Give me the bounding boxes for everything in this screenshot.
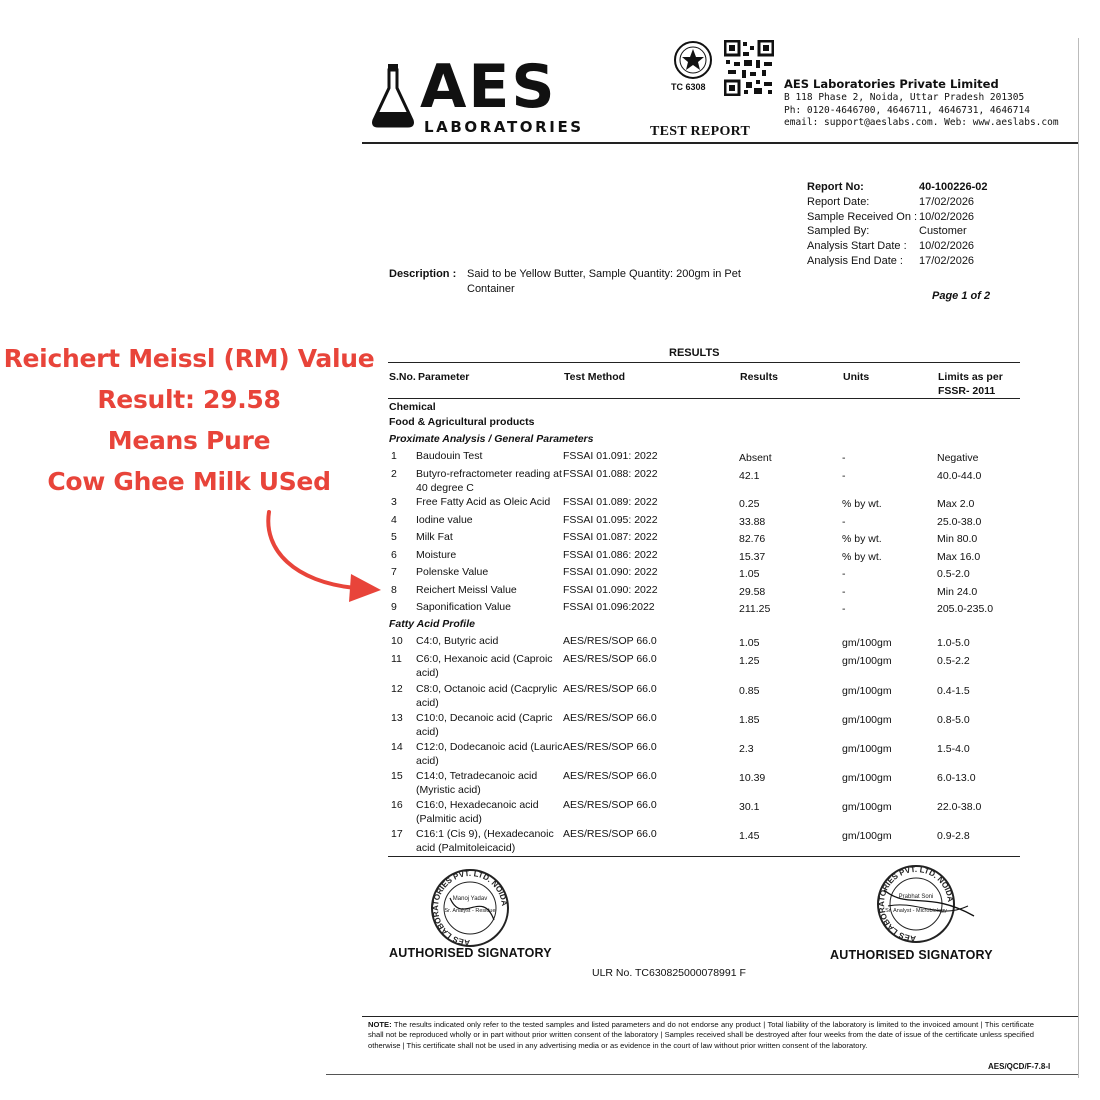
info-value: 17/02/2026 [919,254,975,267]
row-parameter: Milk Fat [416,531,453,543]
report-info-row [807,195,997,210]
stamp-ring-text: AES LABORATORIES PVT. LTD. NOIDA [431,868,510,948]
row-method: FSSAI 01.096:2022 [563,601,655,613]
row-result: 1.25 [739,655,760,667]
page-edge [1078,38,1079,1078]
report-info-row [807,224,997,239]
bottom-rule [326,1074,1078,1075]
row-method: AES/RES/SOP 66.0 [563,635,657,647]
category: Chemical [389,401,436,413]
document-title: TEST REPORT [650,124,751,139]
col-sno: S.No. [389,371,416,383]
row-parameter: C16:1 (Cis 9), (Hexadecanoic acid (Palmitoleicacid) [416,828,554,854]
row-limit: 40.0-44.0 [937,470,982,482]
info-value: 17/02/2026 [919,195,975,208]
row-limit: 22.0-38.0 [937,801,982,813]
authorised-signatory-left: AUTHORISED SIGNATORY [389,946,552,960]
company-address: B 118 Phase 2, Noida, Uttar Pradesh 201305 [784,92,1025,103]
row-result: 10.39 [739,772,766,784]
results-title: RESULTS [669,347,720,359]
annotation-line: Result: 29.58 [97,385,281,414]
report-info-row [807,239,997,254]
row-parameter: Baudouin Test [416,450,483,462]
row-limit: 6.0-13.0 [937,772,976,784]
company-name: AES Laboratories Private Limited [784,77,999,91]
row-sno: 1 [391,450,397,462]
row-limit: 0.5-2.2 [937,655,970,667]
report-info-row [807,180,997,195]
annotation-line: Reichert Meissl (RM) Value [3,344,375,373]
row-sno: 3 [391,496,397,508]
row-sno: 6 [391,549,397,561]
row-limit: 1.5-4.0 [937,743,970,755]
note-text: The results indicated only refer to the tested samples and listed parameters and do not endorse any product | Total liability of the laboratory is limited to the invoiced amount | This certificate shall not be reproduced wholly or in part without prior written consent of the laboratory | Samples received shall be destroyed after four weeks from the date of issue of the certificate unless specified otherwise | This certificate shall not be used in any advertising media or as evidence in the court of law without prior written consent of the laboratory. [368,1020,1034,1050]
report-info [807,180,997,269]
row-method: AES/RES/SOP 66.0 [563,712,657,724]
company-block [784,76,1059,130]
company-phone: Ph: 0120-4646700, 4646711, 4646731, 4646714 [784,104,1030,116]
stamp-role: Sr. Analyst - Microbiology [885,908,947,914]
row-unit: gm/100gm [842,685,892,697]
row-method: AES/RES/SOP 66.0 [563,828,657,840]
table-rule [388,398,1020,399]
row-sno: 9 [391,601,397,613]
row-method: FSSAI 01.088: 2022 [563,468,658,480]
form-code: AES/QCD/F-7.8-I [988,1062,1051,1071]
row-unit: - [842,470,846,482]
row-parameter: Reichert Meissl Value [416,584,517,596]
row-limit: 0.4-1.5 [937,685,970,697]
description-label: Description : [389,268,457,280]
row-result: 30.1 [739,801,760,813]
row-method: AES/RES/SOP 66.0 [563,741,657,753]
row-result: 82.76 [739,533,766,545]
row-limit: 25.0-38.0 [937,516,982,528]
row-unit: - [842,452,846,464]
row-unit: gm/100gm [842,655,892,667]
row-method: FSSAI 01.090: 2022 [563,566,658,578]
row-method: AES/RES/SOP 66.0 [563,683,657,695]
row-result: 211.25 [739,603,771,615]
note-label: NOTE: [368,1020,392,1029]
info-label: Analysis End Date : [807,254,903,267]
row-unit: gm/100gm [842,772,892,784]
row-parameter: C10:0, Decanoic acid (Capric acid) [416,712,553,738]
row-result: 2.3 [739,743,754,755]
info-value: 10/02/2026 [919,210,975,223]
lab-stamp-left [422,868,518,952]
ulr-number: ULR No. TC630825000078991 F [592,967,746,979]
logo-subtext: LABORATORIES [424,118,584,136]
row-unit: % by wt. [842,533,882,545]
row-method: FSSAI 01.087: 2022 [563,531,658,543]
row-method: AES/RES/SOP 66.0 [563,653,657,665]
row-sno: 17 [391,828,403,840]
row-result: Absent [739,452,772,464]
row-limit: 1.0-5.0 [937,637,970,649]
info-value: 40-100226-02 [919,181,988,193]
report-info-row [807,210,997,225]
header-divider [362,142,1078,144]
row-parameter: Butyro-refractometer reading at 40 degree C [416,468,562,494]
tc-code: TC 6308 [671,82,706,92]
row-method: FSSAI 01.095: 2022 [563,514,658,526]
row-method: FSSAI 01.091: 2022 [563,450,658,462]
row-parameter: C4:0, Butyric acid [416,635,499,647]
row-unit: - [842,516,846,528]
row-limit: 205.0-235.0 [937,603,994,615]
stamp-name: Manoj Yadav [452,896,488,902]
col-parameter: Parameter [418,371,470,383]
description [389,267,757,297]
aes-logo [370,52,584,136]
table-end-rule [388,856,1020,857]
row-parameter: C6:0, Hexanoic acid (Caproic acid) [416,653,553,679]
row-result: 0.25 [739,498,760,510]
row-method: AES/RES/SOP 66.0 [563,799,657,811]
row-method: FSSAI 01.089: 2022 [563,496,658,508]
row-sno: 4 [391,514,397,526]
flask-icon [370,62,416,128]
row-method: AES/RES/SOP 66.0 [563,770,657,782]
row-unit: gm/100gm [842,801,892,813]
info-value: 10/02/2026 [919,240,975,253]
row-result: 15.37 [739,551,766,563]
row-sno: 15 [391,770,403,782]
row-limit: 0.9-2.8 [937,830,970,842]
row-result: 1.85 [739,714,760,726]
test-report-document [326,38,1078,1078]
info-value: Customer [919,225,967,238]
row-sno: 14 [391,741,403,753]
row-parameter: C8:0, Octanoic acid (Cacprylic acid) [416,683,558,709]
info-label: Analysis Start Date : [807,240,907,253]
row-method: FSSAI 01.090: 2022 [563,584,658,596]
row-unit: - [842,586,846,598]
section-heading: Fatty Acid Profile [389,618,475,630]
row-limit: Min 80.0 [937,533,978,545]
stamp-ring-text: AES LABORATORIES PVT. LTD. NOIDA [877,864,956,944]
row-sno: 5 [391,531,397,543]
row-result: 0.85 [739,685,760,697]
col-results: Results [740,371,778,383]
table-rule [388,362,1020,363]
qr-code-icon [724,40,774,96]
company-email: email: support@aeslabs.com. Web: www.aeslabs.com [784,117,1059,128]
row-sno: 13 [391,712,403,724]
annotation-line: Cow Ghee Milk USed [47,467,331,496]
row-result: 1.45 [739,830,760,842]
report-info-row [807,254,997,269]
row-result: 42.1 [739,470,760,482]
page-number: Page 1 of 2 [932,290,991,302]
authorised-signatory-right: AUTHORISED SIGNATORY [830,948,993,962]
row-limit: Max 16.0 [937,551,981,563]
row-method: FSSAI 01.086: 2022 [563,549,658,561]
row-unit: % by wt. [842,498,882,510]
col-units: Units [843,371,870,383]
row-limit: Max 2.0 [937,498,975,510]
row-limit: 0.5-2.0 [937,568,970,580]
stamp-role: Sr. Analyst - Residue [444,908,496,914]
annotation [0,338,378,502]
row-sno: 7 [391,566,397,578]
col-limits: Limits as per FSSR- 2011 [938,371,1003,397]
row-parameter: Saponification Value [416,601,511,613]
lab-stamp-right [858,860,978,950]
row-parameter: C12:0, Dodecanoic acid (Lauric acid) [416,741,563,767]
row-parameter: Polenske Value [416,566,489,578]
row-sno: 2 [391,468,397,480]
description-value: Said to be Yellow Butter, Sample Quantity: 200gm in Pet Container [467,268,741,295]
note-divider [362,1016,1078,1017]
annotation-line: Means Pure [107,426,271,455]
row-result: 1.05 [739,637,760,649]
disclaimer-note [368,1020,1034,1051]
info-label: Report Date: [807,195,870,208]
accreditation-seal-icon [673,40,713,80]
row-limit: Min 24.0 [937,586,978,598]
row-parameter: Moisture [416,549,457,561]
row-sno: 16 [391,799,403,811]
row-limit: Negative [937,452,979,464]
product-type: Food & Agricultural products [389,416,535,428]
row-sno: 8 [391,584,397,596]
info-label: Sampled By: [807,225,870,238]
row-parameter: C16:0, Hexadecanoic acid (Palmitic acid) [416,799,539,825]
row-unit: gm/100gm [842,637,892,649]
section-heading: Proximate Analysis / General Parameters [389,433,594,445]
row-unit: gm/100gm [842,830,892,842]
col-method: Test Method [564,371,626,383]
row-result: 33.88 [739,516,766,528]
row-result: 29.58 [739,586,766,598]
row-parameter: C14:0, Tetradecanoic acid (Myristic acid) [416,770,538,796]
stamp-name: Prabhat Soni [898,894,934,900]
row-limit: 0.8-5.0 [937,714,970,726]
logo-text: AES [420,52,557,122]
row-parameter: Iodine value [416,514,473,526]
info-label: Sample Received On : [807,210,918,223]
row-sno: 11 [391,653,402,665]
row-unit: gm/100gm [842,743,892,755]
row-unit: gm/100gm [842,714,892,726]
row-unit: - [842,568,846,580]
row-sno: 12 [391,683,403,695]
row-result: 1.05 [739,568,760,580]
info-label: Report No: [807,181,864,193]
row-unit: - [842,603,846,615]
row-unit: % by wt. [842,551,882,563]
row-sno: 10 [391,635,403,647]
row-parameter: Free Fatty Acid as Oleic Acid [416,496,551,508]
